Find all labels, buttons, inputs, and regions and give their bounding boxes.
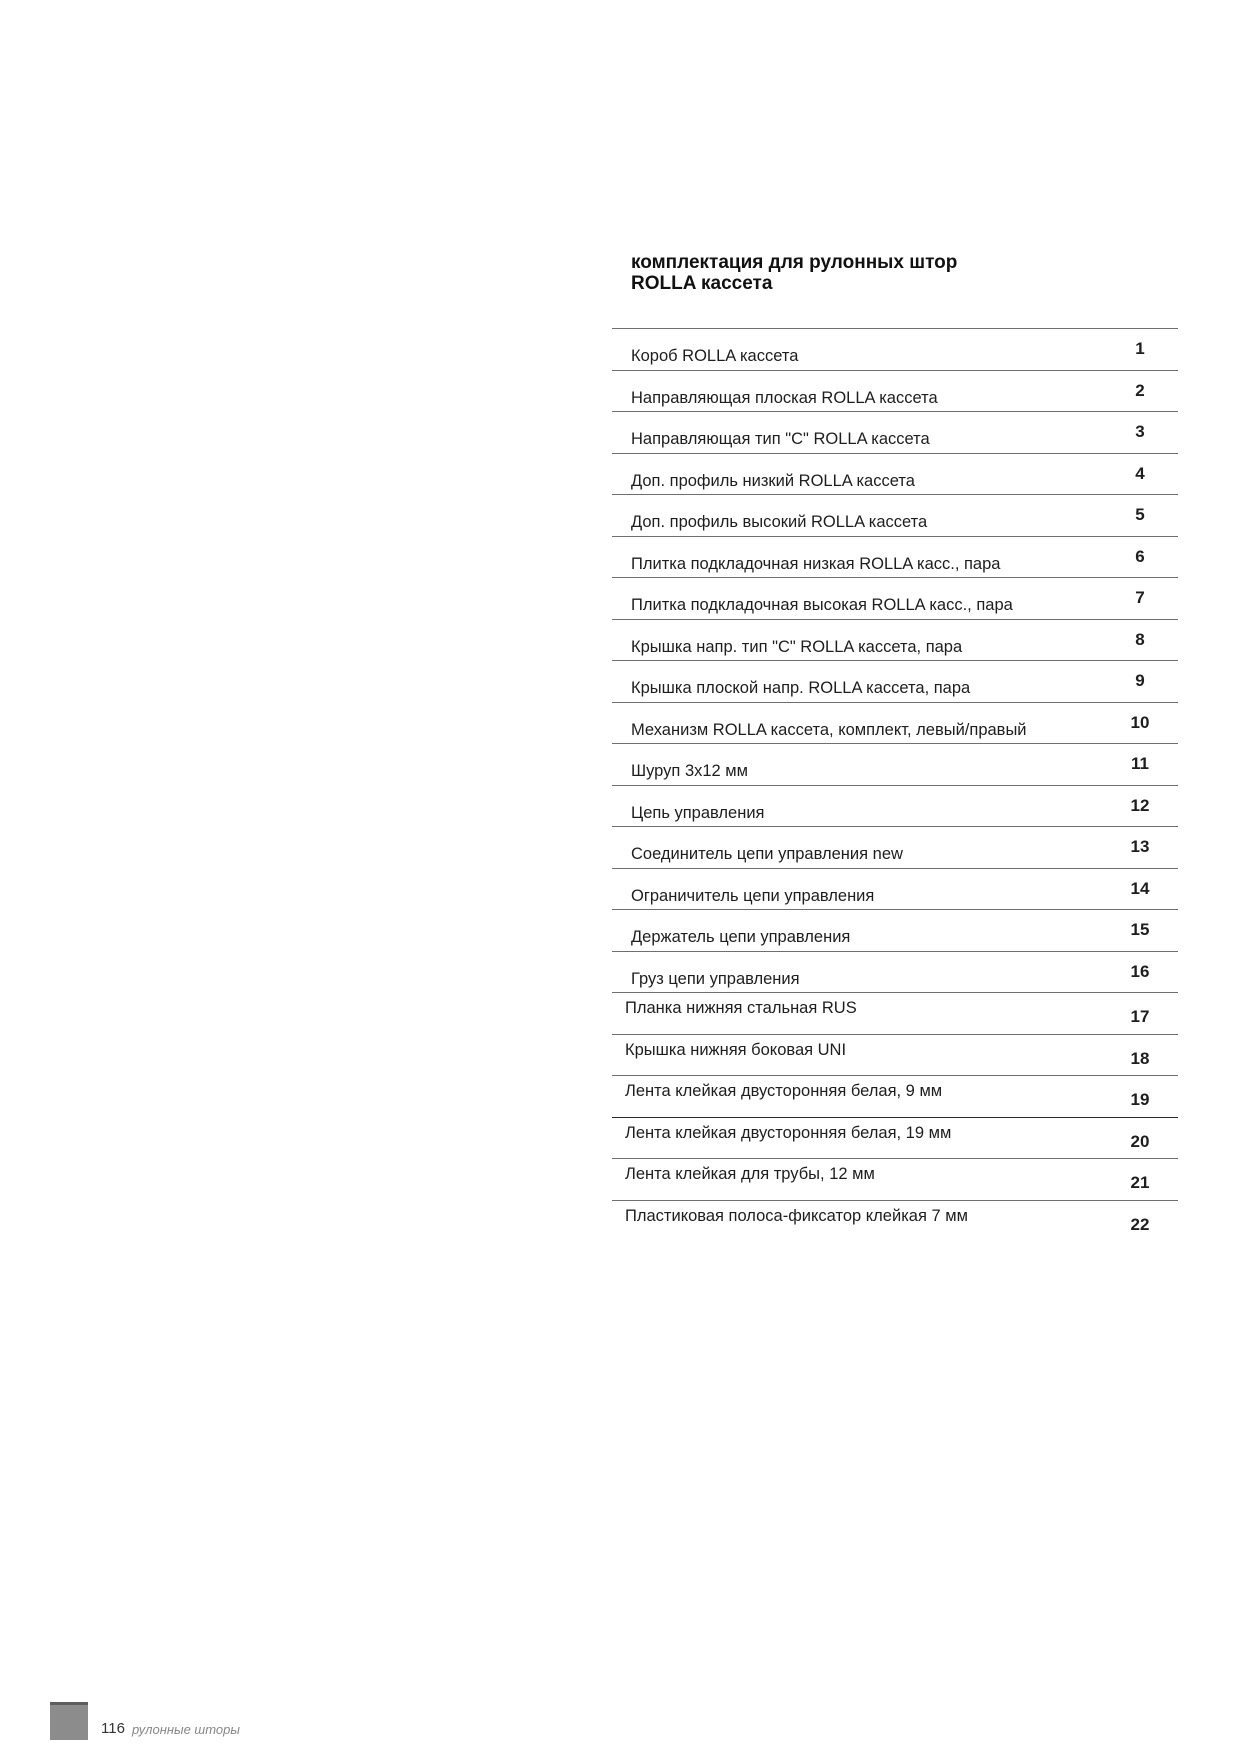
part-number: 16 bbox=[1130, 961, 1150, 981]
list-item bbox=[612, 412, 1178, 454]
list-item bbox=[612, 620, 1178, 662]
part-name: Лента клейкая двусторонняя белая, 19 мм bbox=[625, 1123, 952, 1142]
list-item bbox=[612, 1201, 1178, 1242]
list-item bbox=[612, 910, 1178, 952]
heading-line-2: ROLLA кассета bbox=[631, 273, 773, 294]
part-name: Пластиковая полоса-фиксатор клейкая 7 мм bbox=[625, 1206, 968, 1225]
part-name: Крышка напр. тип "C" ROLLA кассета, пара bbox=[631, 637, 963, 656]
part-number: 6 bbox=[1135, 546, 1145, 566]
part-name: Лента клейкая двусторонняя белая, 9 мм bbox=[625, 1082, 943, 1100]
list-item bbox=[612, 578, 1178, 620]
list-item bbox=[612, 744, 1178, 786]
part-name: Шуруп 3x12 мм bbox=[631, 762, 748, 780]
list-item bbox=[612, 371, 1178, 413]
part-number: 21 bbox=[1130, 1173, 1150, 1192]
list-item bbox=[612, 329, 1178, 371]
part-number: 15 bbox=[1130, 920, 1150, 939]
part-name: Соединитель цепи управления new bbox=[631, 845, 903, 863]
part-number: 20 bbox=[1130, 1131, 1150, 1151]
part-name: Держатель цепи управления bbox=[631, 928, 851, 946]
part-name: Механизм ROLLA кассета, комплект, левый/правый bbox=[631, 720, 1027, 739]
part-name: Цепь управления bbox=[631, 803, 765, 822]
list-item bbox=[612, 786, 1178, 828]
part-number: 3 bbox=[1135, 422, 1145, 441]
parts-list bbox=[612, 328, 1178, 1241]
part-name: Крышка нижняя боковая UNI bbox=[625, 1040, 847, 1059]
part-name: Крышка плоской напр. ROLLA кассета, пара bbox=[631, 679, 971, 697]
page-heading bbox=[631, 252, 1151, 294]
part-name: Доп. профиль высокий ROLLA кассета bbox=[631, 513, 928, 531]
list-item bbox=[612, 703, 1178, 745]
part-number: 19 bbox=[1130, 1090, 1150, 1109]
part-name: Короб ROLLA кассета bbox=[631, 347, 799, 365]
part-number: 17 bbox=[1130, 1007, 1150, 1026]
list-item bbox=[612, 1035, 1178, 1077]
list-item bbox=[612, 827, 1178, 869]
section-name: рулонные шторы bbox=[132, 1722, 240, 1737]
part-number: 1 bbox=[1135, 339, 1145, 358]
part-number: 9 bbox=[1135, 671, 1145, 690]
part-number: 18 bbox=[1130, 1048, 1150, 1068]
part-number: 8 bbox=[1135, 629, 1145, 649]
part-number: 22 bbox=[1130, 1214, 1150, 1234]
list-item bbox=[612, 537, 1178, 579]
page-number: 116 bbox=[101, 1720, 125, 1737]
part-name: Направляющая тип "C" ROLLA кассета bbox=[631, 430, 930, 448]
part-name: Ограничитель цепи управления bbox=[631, 886, 875, 905]
list-item bbox=[612, 454, 1178, 496]
list-item bbox=[612, 661, 1178, 703]
part-number: 10 bbox=[1130, 712, 1150, 732]
part-number: 13 bbox=[1130, 837, 1150, 856]
part-name: Плитка подкладочная низкая ROLLA касс., пара bbox=[631, 554, 1001, 573]
part-number: 4 bbox=[1135, 463, 1145, 483]
part-number: 14 bbox=[1130, 878, 1150, 898]
part-number: 11 bbox=[1131, 754, 1149, 773]
heading-line-1: комплектация для рулонных штор bbox=[631, 252, 958, 273]
list-item bbox=[612, 993, 1178, 1035]
part-number: 5 bbox=[1135, 505, 1145, 524]
part-number: 7 bbox=[1135, 588, 1145, 607]
part-name: Груз цепи управления bbox=[631, 969, 800, 988]
part-number: 2 bbox=[1135, 380, 1145, 400]
list-item bbox=[612, 1118, 1178, 1160]
list-item bbox=[612, 1076, 1178, 1118]
list-item bbox=[612, 1159, 1178, 1201]
list-item bbox=[612, 952, 1178, 994]
part-name: Направляющая плоская ROLLA кассета bbox=[631, 388, 938, 407]
part-name: Плитка подкладочная высокая ROLLA касс., пара bbox=[631, 596, 1013, 614]
section-marker-icon bbox=[50, 1702, 88, 1740]
list-item bbox=[612, 869, 1178, 911]
part-name: Планка нижняя стальная RUS bbox=[625, 999, 857, 1017]
part-name: Лента клейкая для трубы, 12 мм bbox=[625, 1165, 875, 1183]
list-item bbox=[612, 495, 1178, 537]
part-number: 12 bbox=[1130, 795, 1150, 815]
part-name: Доп. профиль низкий ROLLA кассета bbox=[631, 471, 915, 490]
